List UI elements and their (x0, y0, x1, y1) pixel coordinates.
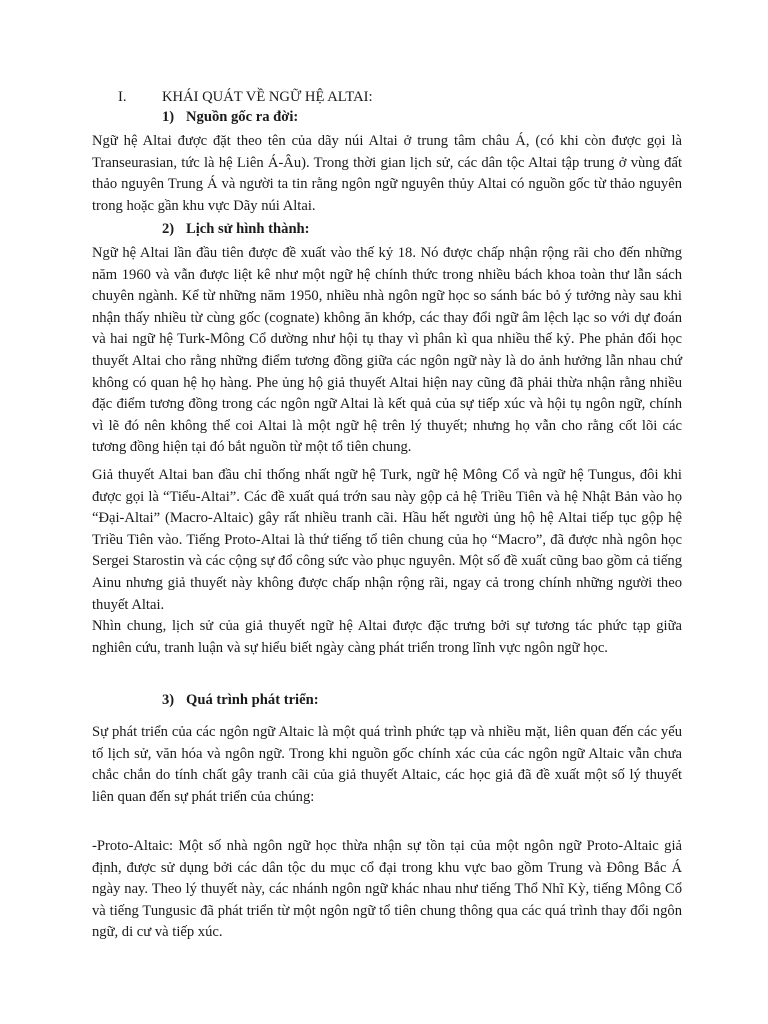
section-heading-history (162, 219, 310, 241)
paragraph-history-1: Ngữ hệ Altai lần đầu tiên được đề xuất vào thế kỷ 18. Nó được chấp nhận rộng rãi cho đến những năm 1960 và vẫn được liệt kê như một ngữ hệ chính thức trong nhiều bách khoa toàn thư lẫn sách chuyên ngành. Kể từ những năm 1950, nhiều nhà ngôn ngữ học so sánh bác bỏ ý tưởng này sau khi nhận thấy nhiều từ cùng gốc (cognate) không ăn khớp, các thay đổi ngữ âm lệch lạc so với dự đoán và hai ngữ hệ Turk-Mông Cổ dường như hội tụ thay vì phân kì qua nhiều thế kỷ. Phe phản đối học thuyết Altai cho rằng những điểm tương đồng giữa các ngôn ngữ này là do ảnh hưởng lẫn nhau chứ không có quan hệ họ hàng. Phe ủng hộ giả thuyết Altai hiện nay cũng đã phải thừa nhận rằng nhiều đặc điểm tương đồng trong các ngôn ngữ Altai là kết quả của sự tiếp xúc và hội tụ ngôn ngữ, chính vì lẽ đó nên không thể coi Altai là một ngữ hệ trên lý thuyết; nhưng họ vẫn cho rằng cốt lõi các tương đồng hiện tại đó bắt nguồn từ một tổ tiên chung. (92, 245, 682, 456)
section-number: 1) (162, 109, 175, 125)
paragraph-development: Sự phát triển của các ngôn ngữ Altaic là một quá trình phức tạp và nhiều mặt, liên quan đến các yếu tố lịch sử, văn hóa và ngôn ngữ. Trong khi nguồn gốc chính xác của các ngôn ngữ Altaic vẫn chưa chắc chắn do tính chất gây tranh cãi của giả thuyết Altaic, các học giả đã đề xuất một số lý thuyết liên quan đến sự phát triển của chúng: (92, 724, 682, 805)
section-number: 2) (162, 221, 175, 237)
section-title: Lịch sử hình thành: (186, 221, 310, 237)
section-number: 3) (162, 692, 175, 708)
paragraph-origin: Ngữ hệ Altai được đặt theo tên của dãy núi Altai ở trung tâm châu Á, (có khi còn được gọi là Transeurasian, tức là hệ Liên Á-Âu). Trong thời gian lịch sử, các dân tộc Altai tập trung ở vùng đất thảo nguyên Trung Á và người ta tin rằng ngôn ngữ nguyên thủy Altai có nguồn gốc từ thảo nguyên trong hoặc gần khu vực Dãy núi Altai. (92, 133, 682, 214)
paragraph-history-2: Giả thuyết Altai ban đầu chỉ thống nhất ngữ hệ Turk, ngữ hệ Mông Cổ và ngữ hệ Tungus, đôi khi được gọi là “Tiểu-Altai”. Các đề xuất quá trớn sau này gộp cả hệ Triều Tiên và hệ Nhật Bản vào họ “Đại-Altai” (Macro-Altaic) gây rất nhiều tranh cãi. Hầu hết người ủng hộ hệ Altai tiếp tục gộp hệ Triều Tiên vào. Tiếng Proto-Altai là thứ tiếng tổ tiên chung của họ “Macro”, đã được nhà ngôn học Sergei Starostin và các cộng sự đổ công sức vào phục nguyên. Một số đề xuất cũng bao gồm cả tiếng Ainu nhưng giả thuyết này không được chấp nhận rộng rãi, ngay cả trong chính những người theo thuyết Altai. (92, 467, 682, 613)
paragraph-proto-altaic: -Proto-Altaic: Một số nhà ngôn ngữ học thừa nhận sự tồn tại của một ngôn ngữ Proto-Altaic giả định, được sử dụng bởi các dân tộc du mục cổ đại trong khu vực bao gồm Trung và Đông Bắc Á ngày nay. Theo lý thuyết này, các nhánh ngôn ngữ khác nhau như tiếng Thổ Nhĩ Kỳ, tiếng Mông Cổ và tiếng Tungusic đã phát triển từ một ngôn ngữ tổ tiên chung thông qua các quá trình thay đổi ngôn ngữ, di cư và tiếp xúc. (92, 838, 682, 941)
heading-number: I. (118, 89, 127, 105)
main-heading (118, 87, 373, 109)
paragraph-history-3: Nhìn chung, lịch sử của giả thuyết ngữ hệ Altai được đặc trưng bởi sự tương tác phức tạp giữa nghiên cứu, tranh luận và sự hiểu biết ngày càng phát triển trong lĩnh vực ngôn ngữ học. (92, 618, 682, 656)
heading-title: KHÁI QUÁT VỀ NGỮ HỆ ALTAI: (162, 89, 373, 105)
section-title: Quá trình phát triển: (186, 692, 319, 708)
section-title: Nguồn gốc ra đời: (186, 109, 299, 125)
section-heading-origin (162, 107, 298, 129)
section-heading-development (162, 690, 319, 712)
